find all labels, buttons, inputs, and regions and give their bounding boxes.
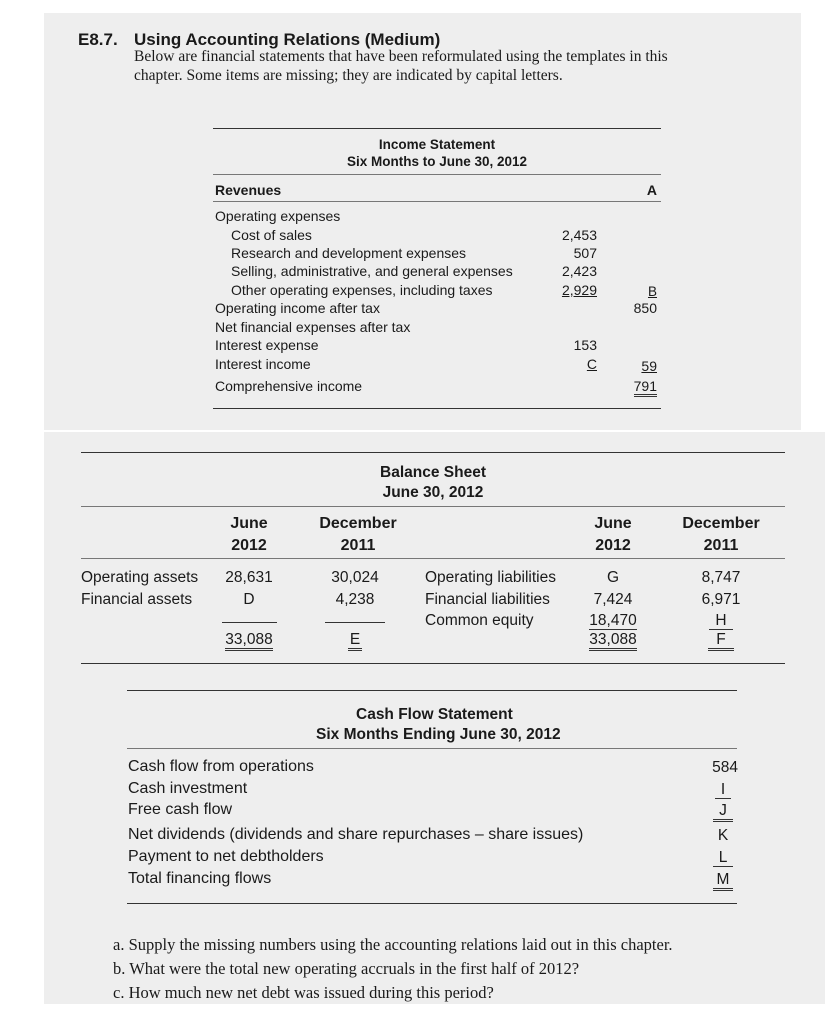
is-header-rule [213, 174, 661, 175]
bs-top-rule [81, 452, 785, 453]
operating-income-label: Operating income after tax [215, 300, 380, 316]
is-revenues-rule [213, 201, 661, 202]
cf-period: Six Months Ending June 30, 2012 [316, 726, 561, 743]
operating-liabilities-2012: G [606, 569, 620, 586]
rnd-value: 507 [573, 245, 597, 261]
assets-2011-subtotal-rule [325, 622, 385, 623]
operating-assets-2012: 28,631 [225, 569, 273, 586]
operating-liabilities-2011: 8,747 [701, 569, 741, 586]
exercise-intro-line1: Below are financial statements that have been reformulated using the templates in this [134, 48, 668, 65]
question-c: c. How much new net debt was issued during this period? [113, 983, 494, 1002]
common-equity-label: Common equity [425, 612, 534, 629]
total-financing-value: M [706, 871, 740, 889]
revenues-value: A [646, 182, 657, 198]
financial-assets-2012: D [243, 591, 255, 608]
financial-assets-label: Financial assets [81, 591, 193, 608]
bs-bottom-rule [81, 663, 785, 664]
interest-expense-label: Interest expense [215, 337, 319, 353]
sga-label: Selling, administrative, and general expenses [231, 263, 513, 279]
interest-expense-value: 153 [573, 337, 597, 353]
bs-col-2012-left: 2012 [231, 537, 267, 554]
cash-investment-value: I [708, 781, 738, 799]
bs-date: June 30, 2012 [382, 484, 484, 501]
net-dividends-value: K [717, 827, 729, 844]
is-top-rule [213, 128, 661, 129]
bs-col-june-left: June [230, 515, 268, 532]
revenues-label: Revenues [215, 182, 282, 198]
financial-liabilities-2011: 6,971 [701, 591, 741, 608]
exercise-number: E8.7. [78, 30, 118, 49]
bs-col-2012-right: 2012 [595, 537, 631, 554]
bs-col-june-right: June [594, 515, 632, 532]
bs-col-december-right: December [682, 515, 760, 532]
is-period: Six Months to June 30, 2012 [346, 154, 528, 169]
bs-title: Balance Sheet [380, 464, 486, 481]
cfo-value: 584 [712, 759, 738, 776]
liabilities-total-2011: F [690, 631, 752, 649]
common-equity-2011: H [690, 612, 752, 630]
assets-total-2012: 33,088 [218, 631, 280, 649]
is-title: Income Statement [378, 137, 496, 152]
nfe-label: Net financial expenses after tax [215, 319, 411, 335]
is-bottom-rule [213, 408, 661, 409]
cf-bottom-rule [127, 903, 737, 904]
comprehensive-income-value: 791 [610, 378, 657, 394]
cfo-label: Cash flow from operations [128, 758, 314, 775]
financial-liabilities-2012: 7,424 [593, 591, 633, 608]
free-cash-flow-label: Free cash flow [128, 801, 233, 818]
cf-title: Cash Flow Statement [356, 706, 513, 723]
financial-liabilities-label: Financial liabilities [425, 591, 550, 608]
operating-liabilities-label: Operating liabilities [425, 569, 556, 586]
payment-debtholders-value: L [708, 849, 738, 867]
sga-value: 2,423 [561, 263, 597, 279]
interest-income-label: Interest income [215, 356, 311, 372]
other-opex-value: 2,929 [561, 282, 597, 298]
assets-total-2011: E [325, 631, 385, 649]
cost-of-sales-value: 2,453 [561, 227, 597, 243]
question-b: b. What were the total new operating accruals in the first half of 2012? [113, 959, 580, 978]
assets-2012-subtotal-rule [222, 622, 277, 623]
rnd-label: Research and development expenses [231, 245, 467, 261]
liabilities-total-2012: 33,088 [583, 631, 643, 649]
operating-assets-label: Operating assets [81, 569, 199, 586]
operating-assets-2011: 30,024 [331, 569, 379, 586]
financial-assets-2011: 4,238 [335, 591, 375, 608]
net-dividends-label: Net dividends (dividends and share repurchases – share issues) [128, 826, 584, 843]
opex-label: Operating expenses [215, 208, 341, 224]
common-equity-2012: 18,470 [589, 612, 637, 629]
other-opex-label: Other operating expenses, including taxes [231, 282, 493, 298]
payment-debtholders-label: Payment to net debtholders [128, 848, 324, 865]
cash-investment-label: Cash investment [128, 780, 248, 797]
total-financing-label: Total financing flows [128, 870, 272, 887]
bs-header-rule [81, 506, 785, 507]
free-cash-flow-value: J [708, 802, 738, 820]
bs-col-2011-right: 2011 [703, 537, 739, 554]
question-a: a. Supply the missing numbers using the accounting relations laid out in this chapter. [113, 935, 673, 954]
bs-col-december-left: December [319, 515, 397, 532]
exercise-title: Using Accounting Relations (Medium) [134, 30, 441, 49]
opex-total: B [647, 284, 657, 299]
operating-income-value: 850 [633, 300, 657, 316]
cf-header-rule [127, 748, 737, 749]
interest-income-value: C [586, 356, 597, 372]
cost-of-sales-label: Cost of sales [231, 227, 312, 243]
nfe-total: 59 [641, 358, 657, 374]
comprehensive-income-label: Comprehensive income [215, 378, 363, 394]
exercise-intro-line2: chapter. Some items are missing; they are indicated by capital letters. [134, 67, 563, 84]
bs-colhead-rule [81, 558, 785, 559]
bs-col-2011-left: 2011 [340, 537, 376, 554]
cf-top-rule [127, 690, 737, 691]
